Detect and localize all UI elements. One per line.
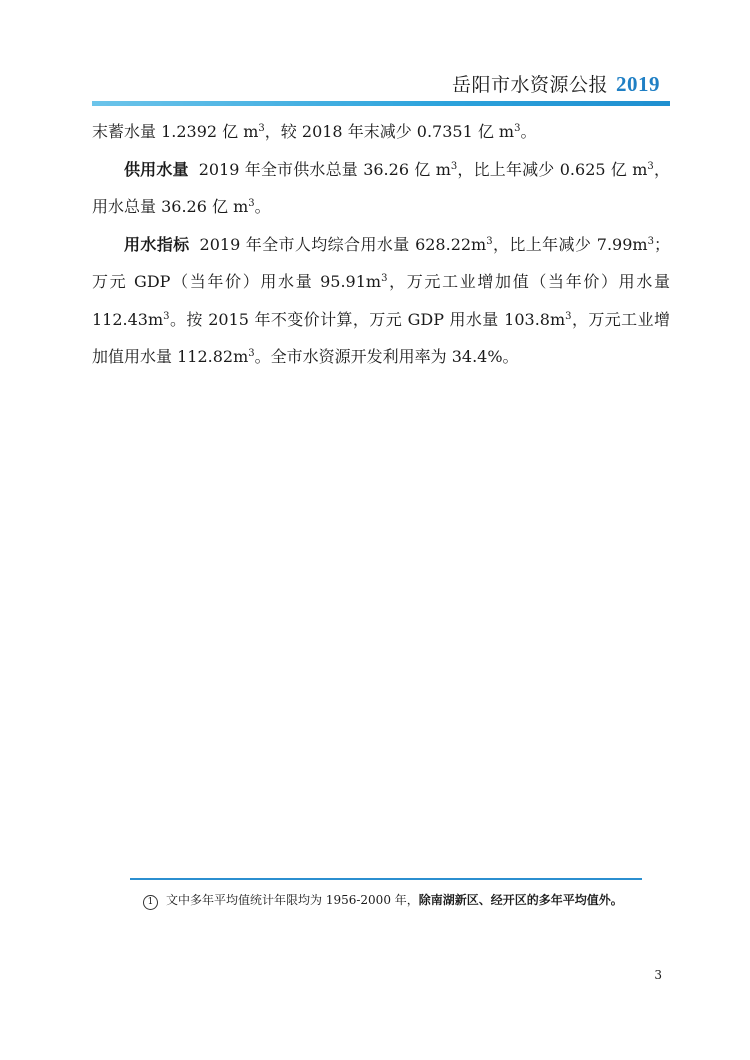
- header-rule: [92, 101, 670, 106]
- page-number: 3: [654, 968, 662, 982]
- header-title: 岳阳市水资源公报: [451, 74, 608, 96]
- running-header: [452, 70, 660, 97]
- paragraph-indicators: 用水指标 2019 年全市人均综合用水量 $628.22m^3$，比上年减少 $7.99m^3$；万元 GDP（当年价）用水量 $95.91m^3$，万元工业增加值（当年价）用水量 $112.43m^3$。按 2015 年不变价计算，万元 GDP 用水量 $103.8m^3$，万元工业增加值用水量 $112.82m^3$。全市水资源开发利用率为 34.4%。: [92, 234, 670, 366]
- footnote-rule: [130, 878, 642, 880]
- term-supply-use: 供用水量: [124, 159, 189, 179]
- body-text: [92, 113, 670, 376]
- header-year: 2019: [616, 72, 660, 96]
- footnote: [143, 891, 623, 910]
- paragraph-storage: 末蓄水量 1.2392 亿 $m^3$，较 2018 年末减少 0.7351 亿 $m^3$。: [92, 122, 537, 141]
- footnote-bold-text: 除南湖新区、经开区的多年平均值外。: [418, 893, 623, 907]
- term-indicators: 用水指标: [124, 234, 190, 254]
- paragraph-supply-use: 供用水量 2019 年全市供水总量 36.26 亿 $m^3$，比上年减少 0.625 亿 $m^3$，用水总量 36.26 亿 $m^3$。: [92, 159, 670, 216]
- footnote-marker: 1: [143, 895, 158, 910]
- footnote-text: 文中多年平均值统计年限均为 1956-2000 年，: [166, 893, 419, 907]
